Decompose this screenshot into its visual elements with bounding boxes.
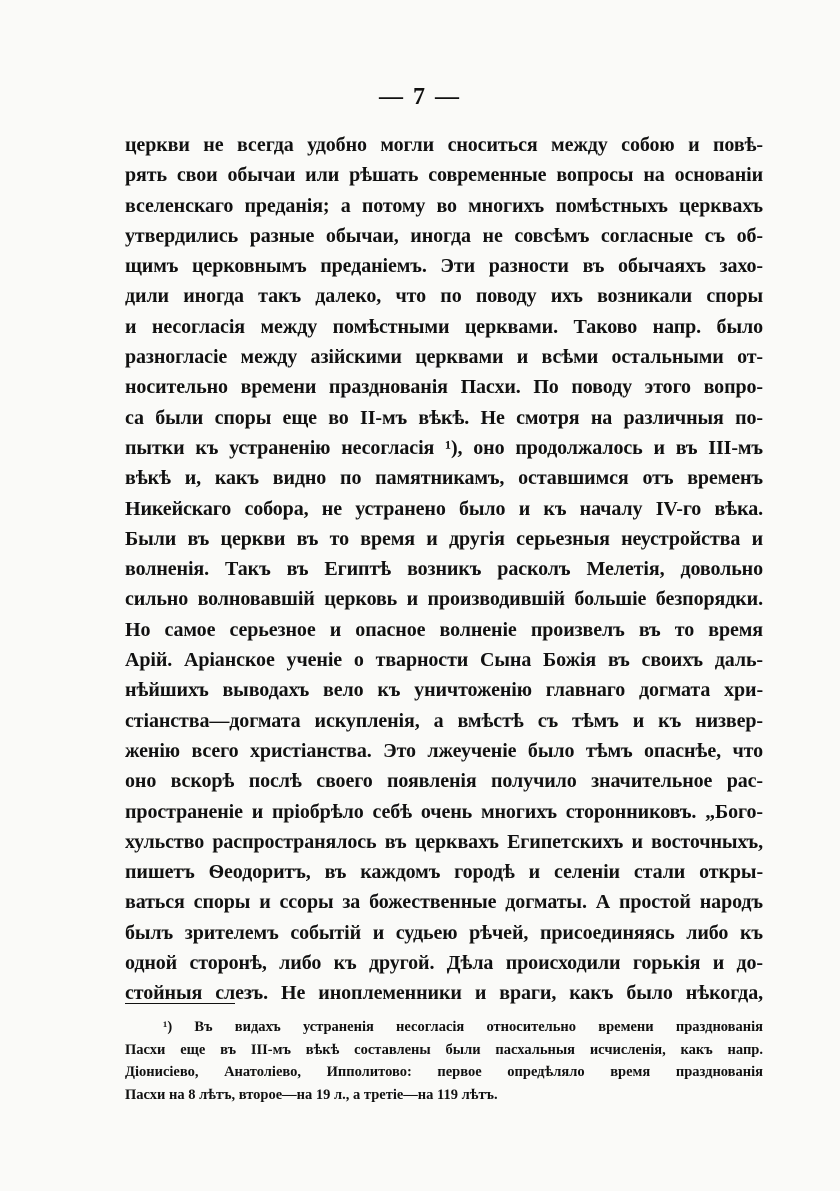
text-line: сильно волновавшій церковь и производившій большіе безпорядки. — [125, 588, 763, 611]
footnote-line: Пасхи на 8 лѣтъ, второе—на 19 л., а третіе—на 119 лѣтъ. — [125, 1086, 498, 1103]
footnote-line: Пасхи еще въ III-мъ вѣкѣ составлены были пасхальныя исчисленія, какъ напр. — [125, 1041, 763, 1058]
text-line: оно вскорѣ послѣ своего появленія получило значительное рас- — [125, 770, 763, 793]
text-line: рять свои обычаи или рѣшать современные вопросы на основаніи — [125, 164, 763, 187]
text-line: пишетъ Ѳеодоритъ, въ каждомъ городѣ и селеніи стали откры- — [125, 861, 763, 884]
text-line: вселенскаго преданія; а потому во многихъ помѣстныхъ церквахъ — [125, 194, 763, 217]
text-line: хульство распространялось въ церквахъ Египетскихъ и восточныхъ, — [125, 830, 763, 853]
body-text — [125, 130, 763, 1009]
text-line: щимъ церковнымъ преданіемъ. Эти разности въ обычаяхъ захо- — [125, 255, 763, 278]
page-number: — 7 — — [379, 84, 461, 110]
text-line: утвердились разные обычаи, иногда не совсѣмъ согласные съ об- — [125, 224, 763, 247]
footnote-separator — [125, 1003, 235, 1004]
text-line: разногласіе между азійскими церквами и всѣми остальными от- — [125, 346, 763, 369]
text-line: носительно времени празднованія Пасхи. По поводу этого вопро- — [125, 376, 763, 399]
text-line: нѣйшихъ выводахъ вело къ уничтоженію главнаго догмата хри- — [125, 679, 763, 702]
text-line: стіанства—догмата искупленія, а вмѣстѣ съ тѣмъ и къ низвер- — [125, 709, 763, 732]
footnote-line: Діонисіево, Анатоліево, Ипполитово: первое опредѣляло время празднованія — [125, 1064, 763, 1080]
text-line: женію всего христіанства. Это лжеученіе было тѣмъ опаснѣе, что — [125, 739, 763, 762]
text-line: пытки къ устраненію несогласія ¹), оно продолжалось и въ III-мъ — [125, 436, 763, 459]
text-line: былъ зрителемъ событій и судьею рѣчей, присоединяясь либо къ — [125, 921, 763, 944]
text-line: стойныя слезъ. Не иноплеменники и враги, какъ было нѣкогда, — [125, 982, 763, 1005]
text-line: вѣкѣ и, какъ видно по памятникамъ, оставшимся отъ временъ — [125, 467, 763, 490]
text-line: волненія. Такъ въ Египтѣ возникъ расколъ Мелетія, довольно — [125, 558, 763, 581]
text-line: и несогласія между помѣстными церквами. Таково напр. было — [125, 315, 763, 338]
text-line: ваться споры и ссоры за божественные догматы. А простой народъ — [125, 891, 763, 914]
text-line: Были въ церкви въ то время и другія серьезныя неустройства и — [125, 527, 763, 550]
text-line: Но самое серьезное и опасное волненіе произвелъ въ то время — [125, 618, 763, 641]
text-line: церкви не всегда удобно могли сноситься между собою и повѣ- — [125, 134, 763, 156]
footnote-line: ¹) Въ видахъ устраненія несогласія относительно времени празднованія — [163, 1019, 763, 1035]
text-line: пространеніе и пріобрѣло себѣ очень многихъ сторонниковъ. „Бого- — [125, 800, 763, 823]
footnotes — [125, 1016, 763, 1106]
text-line: са были споры еще во II-мъ вѣкѣ. Не смотря на различныя по- — [125, 406, 763, 429]
text-line: одной сторонѣ, либо къ другой. Дѣла происходили горькія и до- — [125, 952, 763, 975]
text-line: Никейскаго собора, не устранено было и къ началу IV-го вѣка. — [125, 497, 763, 520]
text-line: Арій. Аріанское ученіе о тварности Сына Божія въ своихъ даль- — [125, 649, 763, 672]
text-line: дили иногда такъ далеко, что по поводу ихъ возникали споры — [125, 285, 763, 308]
